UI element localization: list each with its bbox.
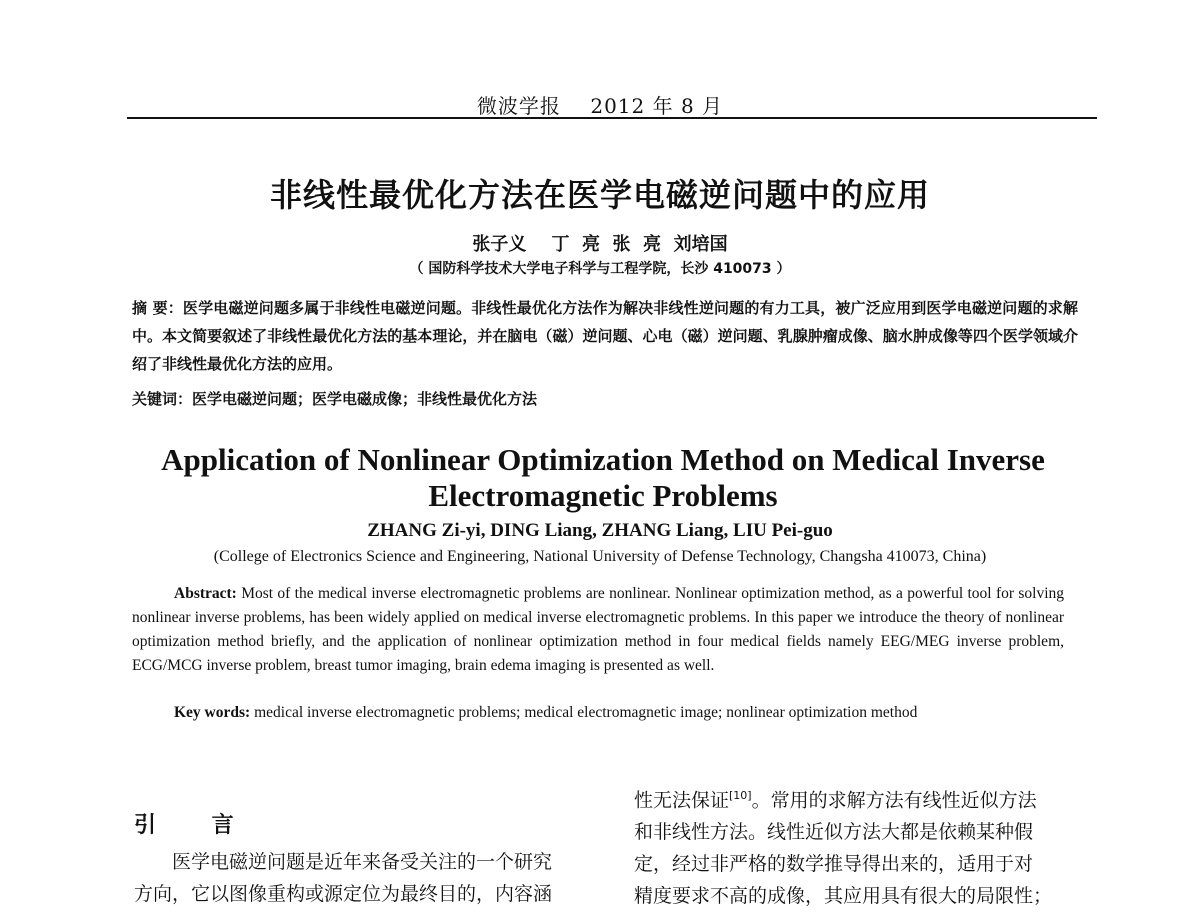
keywords-text-chinese: 医学电磁逆问题；医学电磁成像；非线性最优化方法 — [192, 390, 538, 408]
keywords-chinese — [132, 388, 1078, 409]
left-column-line: 方向，它以图像重构或源定位为最终目的，内容涵 — [134, 883, 553, 905]
header-rule — [127, 117, 1097, 119]
abstract-chinese — [132, 294, 1078, 378]
abstract-label-english: Abstract: — [174, 585, 237, 602]
right-column-line: 定，经过非严格的数学推导得出来的，适用于对 — [634, 853, 1034, 876]
keywords-english — [174, 704, 1074, 722]
right-line1-text-b: 。常用的求解方法有线性近似方法 — [751, 789, 1037, 812]
title-english — [100, 442, 1106, 514]
abstract-text-chinese: 医学电磁逆问题多属于非线性电磁逆问题。非线性最优化方法作为解决非线性逆问题的有力工具，被广泛应用到医学电磁逆问题的求解中。本文简要叙述了非线性最优化方法的基本理论，并在脑电（磁）逆问题、心电（磁）逆问题、乳腺肿瘤成像、脑水肿成像等四个医学领域介绍了非线性最优化方法的应用。 — [132, 299, 1078, 373]
right-column-line — [634, 780, 1084, 816]
keywords-label-english: Key words: — [174, 704, 251, 721]
left-column-line: 医学电磁逆问题是近年来备受关注的一个研究 — [172, 851, 553, 873]
citation-ref[interactable]: [10] — [729, 789, 752, 802]
issue-date: 2012 年 8 月 — [590, 94, 724, 118]
abstract-text-english: Most of the medical inverse electromagnetic problems are nonlinear. Nonlinear optimization method, as a powerful tool for solving nonlinear inverse problems, has been widely applied on medical inverse electromagnetic problems. In this paper we introduce the theory of nonlinear optimization method briefly, and the application of nonlinear optimization method in four medical fields namely EEG/MEG inverse problem, ECG/MCG inverse problem, breast tumor imaging, brain edema imaging is presented as well. — [132, 585, 1065, 674]
abstract-label-chinese: 摘 要： — [132, 299, 183, 317]
affiliation-english: (College of Electronics Science and Engineering, National University of Defense Technology, Changsha 410073, China) — [213, 548, 987, 565]
title-english-line2: Electromagnetic Problems — [428, 478, 778, 513]
authors-english: ZHANG Zi-yi, DING Liang, ZHANG Liang, LIU Pei-guo — [367, 520, 833, 541]
right-column-line: 和非线性方法。线性近似方法大都是依赖某种假 — [634, 821, 1034, 844]
journal-name: 微波学报 — [476, 94, 561, 118]
title-chinese: 非线性最优化方法在医学电磁逆问题中的应用 — [269, 176, 930, 214]
right-line1-text-a: 性无法保证 — [634, 789, 730, 812]
section-heading-introduction: 引 言 — [134, 813, 258, 838]
running-header — [0, 90, 1200, 119]
keywords-label-chinese: 关键词： — [132, 390, 193, 408]
keywords-text-english: medical inverse electromagnetic problems; medical electromagnetic image; nonlinear optimization method — [254, 704, 918, 721]
abstract-english — [132, 582, 1064, 678]
right-column — [634, 780, 1084, 912]
right-column-line: 精度要求不高的成像，其应用具有很大的局限性； — [634, 885, 1053, 908]
authors-chinese: 张子义 丁 亮 张 亮 刘培国 — [472, 234, 728, 255]
affiliation-chinese: （ 国防科学技术大学电子科学与工程学院，长沙 410073 ） — [409, 261, 791, 277]
left-column — [134, 846, 598, 910]
title-english-line1: Application of Nonlinear Optimization Method on Medical Inverse — [161, 442, 1045, 477]
